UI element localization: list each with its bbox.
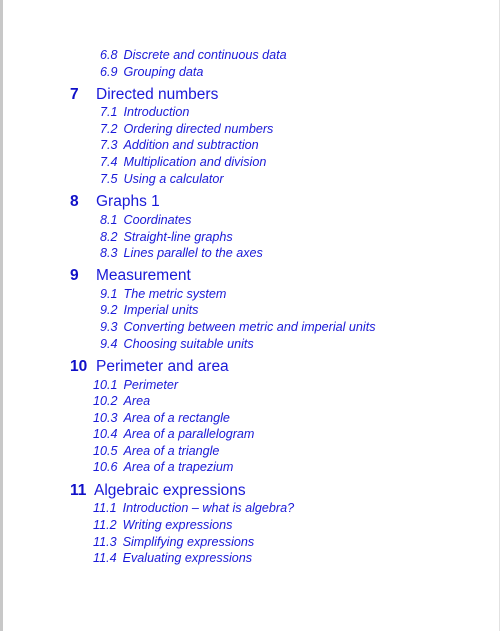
section-number: 11.1 <box>93 501 117 515</box>
toc-section-link[interactable] <box>100 137 259 153</box>
section-title: Introduction <box>123 105 190 119</box>
section-number: 7.3 <box>100 138 118 152</box>
section-number: 11.3 <box>93 535 117 549</box>
chapter-number: 7 <box>70 86 79 103</box>
section-title: Area of a rectangle <box>123 411 230 425</box>
toc-section-link[interactable] <box>93 410 230 426</box>
toc-section-link[interactable] <box>100 302 198 318</box>
toc-section-link[interactable] <box>93 534 254 550</box>
section-title: Choosing suitable units <box>123 337 254 351</box>
toc-section-link[interactable] <box>93 459 233 475</box>
section-title: Imperial units <box>123 303 199 317</box>
section-number: 7.2 <box>100 122 118 136</box>
toc-section-link[interactable] <box>100 121 273 137</box>
toc-section-link[interactable] <box>100 319 376 335</box>
section-number: 8.1 <box>100 213 118 227</box>
chapter-title-link[interactable]: Graphs 1 <box>96 193 160 210</box>
section-title: Area of a trapezium <box>123 460 234 474</box>
toc-section-link[interactable] <box>100 245 263 261</box>
section-number: 9.2 <box>100 303 118 317</box>
toc-section-link[interactable] <box>93 517 232 533</box>
section-title: Simplifying expressions <box>122 535 255 549</box>
section-title: Lines parallel to the axes <box>123 246 263 260</box>
chapter-title-link[interactable]: Algebraic expressions <box>94 482 246 499</box>
toc-section-link[interactable] <box>93 443 219 459</box>
toc-section-link[interactable] <box>93 377 178 393</box>
section-number: 10.1 <box>93 378 118 392</box>
toc-section-link[interactable] <box>100 212 191 228</box>
section-title: Area of a parallelogram <box>123 427 255 441</box>
chapter-number: 11 <box>70 482 87 499</box>
chapter-title-link[interactable]: Perimeter and area <box>96 358 229 375</box>
chapter-title-link[interactable]: Measurement <box>96 267 191 284</box>
chapter-number: 10 <box>70 358 88 375</box>
toc-section-link[interactable] <box>100 336 254 352</box>
section-number: 10.2 <box>93 394 118 408</box>
section-title: Coordinates <box>123 213 192 227</box>
section-title: Writing expressions <box>122 518 233 532</box>
section-number: 8.3 <box>100 246 118 260</box>
chapter-number: 8 <box>70 193 79 210</box>
toc-section-link[interactable] <box>100 171 224 187</box>
section-number: 7.5 <box>100 172 118 186</box>
section-number: 11.4 <box>93 551 117 565</box>
section-title: Multiplication and division <box>123 155 267 169</box>
section-title: The metric system <box>123 287 227 301</box>
section-title: Perimeter <box>123 378 179 392</box>
section-number: 10.5 <box>93 444 118 458</box>
chapter-number: 9 <box>70 267 79 284</box>
section-number: 6.8 <box>100 48 118 62</box>
toc-section-link[interactable] <box>100 154 266 170</box>
section-title: Introduction – what is algebra? <box>122 501 295 515</box>
toc-section-link[interactable] <box>93 393 150 409</box>
section-title: Grouping data <box>123 65 204 79</box>
section-title: Evaluating expressions <box>122 551 253 565</box>
section-title: Area <box>123 394 151 408</box>
section-title: Ordering directed numbers <box>123 122 274 136</box>
toc-section-link[interactable] <box>100 64 203 80</box>
toc-section-link[interactable] <box>93 426 254 442</box>
section-title: Straight-line graphs <box>123 230 233 244</box>
toc-section-link[interactable] <box>100 47 287 63</box>
toc-section-link[interactable] <box>100 104 189 120</box>
toc-section-link[interactable] <box>100 286 226 302</box>
section-number: 11.2 <box>93 518 117 532</box>
section-number: 8.2 <box>100 230 118 244</box>
section-title: Addition and subtraction <box>123 138 259 152</box>
chapter-title-link[interactable]: Directed numbers <box>96 86 219 103</box>
toc-section-link[interactable] <box>93 550 252 566</box>
section-number: 10.3 <box>93 411 118 425</box>
section-number: 6.9 <box>100 65 118 79</box>
section-title: Discrete and continuous data <box>123 48 287 62</box>
toc-section-link[interactable] <box>93 500 294 516</box>
section-number: 7.1 <box>100 105 118 119</box>
section-number: 10.4 <box>93 427 118 441</box>
section-number: 9.4 <box>100 337 118 351</box>
section-title: Using a calculator <box>123 172 224 186</box>
section-number: 10.6 <box>93 460 118 474</box>
section-number: 7.4 <box>100 155 118 169</box>
section-title: Area of a triangle <box>123 444 220 458</box>
section-number: 9.3 <box>100 320 118 334</box>
toc-section-link[interactable] <box>100 229 233 245</box>
section-title: Converting between metric and imperial units <box>123 320 376 334</box>
section-number: 9.1 <box>100 287 118 301</box>
